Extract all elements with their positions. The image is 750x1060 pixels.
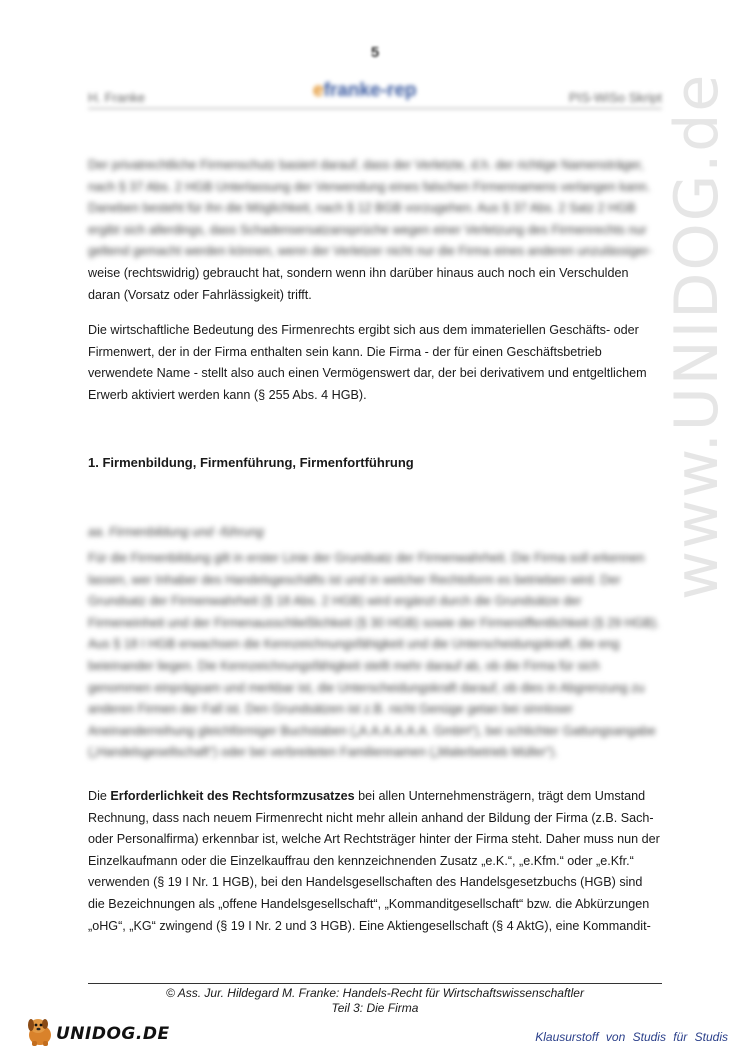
paragraph-4-rest: bei allen Unternehmensträgern, trägt dem Umstand Rechnung, dass nach neuem Firmenrecht nicht mehr allein anhand der Bildung der Firma (z.B. Sach- oder Personalfirma) erkennbar ist, welche Art Rechtsträger hinter der Firma steht. Daher muss nun der Einzelkaufmann oder die Einzelkauffrau den kennzeichnenden Zusatz „e.K.“, „e.Kfm.“ oder „e.Kfr.“ verwenden (§ 19 I Nr. 1 HGB), bei den Handelsgesellschaften des Handelsgesetzbuchs (HGB) sind die Bezeichnungen als „offene Handelsgesellschaft“, „Kommanditgesellschaft“ bzw. die Abkürzungen „oHG“, „KG“ zwingend (§ 19 I Nr. 2 und 3 HGB). Eine Aktiengesellschaft (§ 4 AktG), eine Kommandit-	[88, 789, 660, 933]
watermark: www.UNIDOG.de	[662, 72, 732, 600]
brand-name: UNIDOG.DE	[56, 1024, 170, 1044]
brand-logo	[22, 1013, 182, 1049]
dog-mascot-icon	[22, 1013, 58, 1049]
paragraph-3: Für die Firmenbildung gilt in erster Linie der Grundsatz der Firmenwahrheit. Die Firma soll erkennen lassen, wer Inhaber des Handelsgeschäfts ist und in welcher Rechtsform es betrieben wird. Der Grundsatz der Firmenwahrheit (§ 18 Abs. 2 HGB) wird ergänzt durch die Grundsätze der Firmeneinheit und der Firmenausschließlichkeit (§ 30 HGB) sowie der Firmenöffentlichkeit (§ 29 HGB). Aus § 18 I HGB erwachsen die Kennzeichnungsfähigkeit und die Unterscheidungskraft, die eng beieinander liegen. Die Kennzeichnungsfähigkeit stellt mehr darauf ab, ob die Firma für sich genommen einprägsam und merkbar ist, die Unterscheidungskraft darauf, ob dies in Abgrenzung zu anderen Firmen der Fall ist. Den Grundsätzen ist z.B. nicht Genüge getan bei sinnloser Aneinanderreihung gleichförmiger Buchstaben („A.A.A.A.A.A. GmbH“), bei schlichter Gattungsangabe („Handelsgesellschaft“) oder bei verbreiteten Familiennamen („Malerbetrieb Müller“).	[88, 551, 660, 760]
header-logo	[313, 80, 417, 102]
paragraph-4	[88, 786, 660, 937]
paragraph-1	[88, 155, 660, 306]
footer-part: Teil 3: Die Firma	[331, 1001, 419, 1015]
page-header	[88, 80, 662, 109]
paragraph-4-bold: Erforderlichkeit des Rechtsformzusatzes	[110, 789, 355, 803]
header-author: H. Franke	[88, 90, 146, 105]
section-heading: 1. Firmenbildung, Firmenführung, Firmenfortführung	[88, 455, 414, 470]
footer-copyright: © Ass. Jur. Hildegard M. Franke: Handels-Recht für Wirtschaftswissenschaftler	[166, 986, 584, 1000]
paragraph-1-blurred: Der privatrechtliche Firmenschutz basiert darauf, dass der Verletzte, d.h. der richtige Namensträger, nach § 37 Abs. 2 HGB Unterlassung der Verwendung eines falschen Firmennamens verlangen kann. Daneben besteht für ihn die Möglichkeit, nach § 12 BGB vorzugehen. Aus § 37 Abs. 2 Satz 2 HGB ergibt sich allerdings, dass Schadensersatzansprüche wegen einer Verletzung des Firmenrechts nur geltend gemacht werden können, wenn der Verletzer nicht nur die Firma eines anderen unzulässiger-	[88, 158, 653, 259]
paragraph-4-lead: Die	[88, 789, 111, 803]
header-logo-main: franke-rep	[323, 80, 417, 101]
sub-heading: aa. Firmenbildung und -führung	[88, 525, 264, 539]
paragraph-1-visible: weise (rechtswidrig) gebraucht hat, sondern wenn ihn darüber hinaus auch noch ein Verschulden daran (Vorsatz oder Fahrlässigkeit) trifft.	[88, 265, 629, 302]
footer-tagline: Klausurstoff von Studis für Studis	[535, 1030, 728, 1044]
footer-divider	[88, 983, 662, 984]
paragraph-2: Die wirtschaftliche Bedeutung des Firmenrechts ergibt sich aus dem immateriellen Geschäfts- oder Firmenwert, der in der Firma enthalten sein kann. Die Firma - der für einen Geschäftsbetrieb verwendete Name - stellt also auch einen Vermögenswert dar, der bei derivativem und entgeltlichem Erwerb aktiviert werden kann (§ 255 Abs. 4 HGB).	[88, 323, 647, 402]
header-course: PIS-WiSo Skript	[568, 90, 662, 105]
header-logo-prefix: e	[313, 80, 324, 101]
page-number: 5	[370, 44, 380, 61]
